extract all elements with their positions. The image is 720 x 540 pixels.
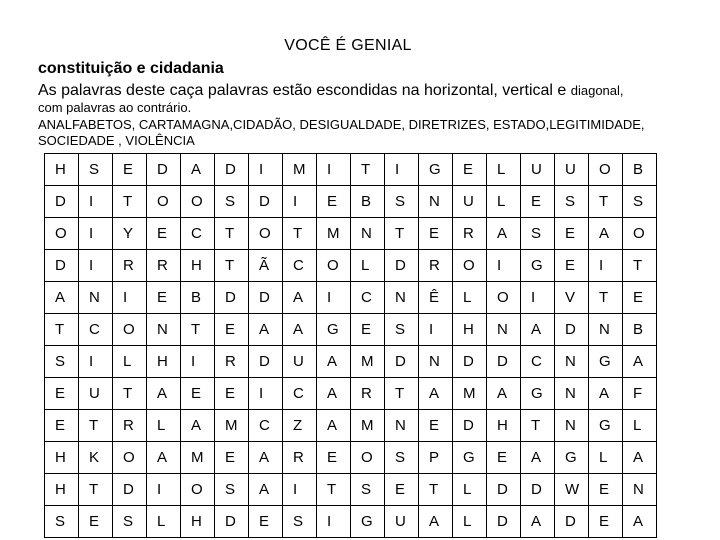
subtitle: constituição e cidadania [38, 60, 224, 77]
grid-cell[interactable]: H [45, 154, 79, 186]
grid-cell[interactable]: I [79, 250, 113, 282]
grid-cell[interactable]: O [351, 442, 385, 474]
grid-cell[interactable]: L [147, 506, 181, 538]
grid-row [45, 250, 657, 282]
grid-cell[interactable]: C [521, 346, 555, 378]
grid-cell[interactable]: N [385, 410, 419, 442]
grid-cell[interactable]: A [487, 378, 521, 410]
grid-row [45, 346, 657, 378]
grid-cell[interactable]: H [147, 346, 181, 378]
grid-cell[interactable]: S [283, 506, 317, 538]
grid-cell[interactable]: O [589, 154, 623, 186]
grid-cell[interactable]: E [181, 378, 215, 410]
grid-cell[interactable]: E [623, 282, 657, 314]
grid-cell[interactable]: U [453, 186, 487, 218]
grid-row [45, 314, 657, 346]
grid-cell[interactable]: O [147, 186, 181, 218]
grid-cell[interactable]: E [385, 474, 419, 506]
grid-cell[interactable]: N [351, 218, 385, 250]
grid-cell[interactable]: D [453, 346, 487, 378]
word-search-grid [44, 153, 657, 538]
grid-cell[interactable]: T [45, 314, 79, 346]
grid-cell[interactable]: G [589, 346, 623, 378]
grid-cell[interactable]: Y [113, 218, 147, 250]
grid-cell[interactable]: G [521, 378, 555, 410]
grid-cell[interactable]: G [555, 442, 589, 474]
grid-cell[interactable]: E [487, 442, 521, 474]
grid-cell[interactable]: U [283, 346, 317, 378]
grid-cell[interactable]: R [215, 346, 249, 378]
grid-cell[interactable]: I [79, 218, 113, 250]
grid-cell[interactable]: A [419, 506, 453, 538]
grid-cell[interactable]: A [419, 378, 453, 410]
grid-cell[interactable]: A [623, 442, 657, 474]
grid-row [45, 442, 657, 474]
grid-row [45, 282, 657, 314]
grid-cell[interactable]: D [147, 154, 181, 186]
grid-cell[interactable]: D [45, 250, 79, 282]
grid-cell[interactable]: O [181, 186, 215, 218]
grid-cell[interactable]: S [113, 506, 147, 538]
grid-cell[interactable]: D [385, 250, 419, 282]
grid-cell[interactable]: H [45, 474, 79, 506]
grid-cell[interactable]: T [385, 218, 419, 250]
grid-cell[interactable]: A [317, 410, 351, 442]
grid-row [45, 410, 657, 442]
grid-cell[interactable]: A [45, 282, 79, 314]
grid-cell[interactable]: E [215, 378, 249, 410]
grid-cell[interactable]: E [453, 154, 487, 186]
grid-cell[interactable]: C [283, 378, 317, 410]
grid-cell[interactable]: T [623, 250, 657, 282]
grid-cell[interactable]: N [555, 346, 589, 378]
grid-cell[interactable]: M [181, 442, 215, 474]
grid-cell[interactable]: T [79, 474, 113, 506]
grid-cell[interactable]: R [113, 410, 147, 442]
grid-cell[interactable]: M [317, 218, 351, 250]
grid-cell[interactable]: Ã [249, 250, 283, 282]
grid-cell[interactable]: E [249, 506, 283, 538]
grid-row [45, 378, 657, 410]
grid-cell[interactable]: H [45, 442, 79, 474]
grid-cell[interactable]: T [589, 186, 623, 218]
grid-cell[interactable]: G [419, 154, 453, 186]
grid-cell[interactable]: E [419, 410, 453, 442]
grid-cell[interactable]: I [249, 154, 283, 186]
grid-cell[interactable]: A [317, 378, 351, 410]
page-title-text: VOCÊ É GENIAL [284, 37, 412, 54]
grid-cell[interactable]: T [113, 186, 147, 218]
grid-cell[interactable]: A [623, 506, 657, 538]
grid-cell[interactable]: N [419, 186, 453, 218]
instruction-line [38, 82, 624, 100]
grid-cell[interactable]: N [147, 314, 181, 346]
grid-cell[interactable]: B [623, 154, 657, 186]
grid-cell[interactable]: C [351, 282, 385, 314]
grid-cell[interactable]: S [385, 442, 419, 474]
grid-cell[interactable]: A [521, 506, 555, 538]
grid-cell[interactable]: F [623, 378, 657, 410]
grid-cell[interactable]: S [215, 186, 249, 218]
grid-cell[interactable]: S [555, 186, 589, 218]
grid-cell[interactable]: E [215, 314, 249, 346]
grid-cell[interactable]: H [453, 314, 487, 346]
grid-cell[interactable]: N [623, 474, 657, 506]
grid-cell[interactable]: B [623, 314, 657, 346]
grid-cell[interactable]: A [317, 346, 351, 378]
grid-cell[interactable]: A [589, 218, 623, 250]
grid-cell[interactable]: S [215, 474, 249, 506]
grid-cell[interactable]: T [351, 154, 385, 186]
grid-cell[interactable]: I [317, 506, 351, 538]
grid-cell[interactable]: I [385, 154, 419, 186]
grid-cell[interactable]: O [249, 218, 283, 250]
grid-cell[interactable]: I [317, 154, 351, 186]
grid-cell[interactable]: M [351, 346, 385, 378]
grid-cell[interactable]: P [419, 442, 453, 474]
grid-row [45, 474, 657, 506]
grid-cell[interactable]: Ê [419, 282, 453, 314]
grid-cell[interactable]: G [453, 442, 487, 474]
grid-cell[interactable]: A [249, 314, 283, 346]
grid-cell[interactable]: A [521, 442, 555, 474]
grid-cell[interactable]: A [487, 218, 521, 250]
grid-cell[interactable]: L [623, 410, 657, 442]
grid-cell[interactable]: I [521, 282, 555, 314]
grid-cell[interactable]: V [555, 282, 589, 314]
instruction-line2: com palavras ao contrário. [38, 100, 192, 115]
grid-cell[interactable]: R [283, 442, 317, 474]
grid-cell[interactable]: D [487, 474, 521, 506]
grid-cell[interactable]: D [555, 314, 589, 346]
grid-cell[interactable]: A [283, 314, 317, 346]
grid-cell[interactable]: I [317, 282, 351, 314]
grid-cell[interactable]: E [147, 282, 181, 314]
grid-cell[interactable]: D [453, 410, 487, 442]
grid-cell[interactable]: S [45, 346, 79, 378]
grid-cell[interactable]: E [45, 378, 79, 410]
grid-cell[interactable]: M [215, 410, 249, 442]
grid-cell[interactable]: C [283, 250, 317, 282]
grid-cell[interactable]: T [215, 250, 249, 282]
instruction-tail: diagonal, [570, 83, 624, 98]
grid-cell[interactable]: I [487, 250, 521, 282]
grid-cell[interactable]: D [487, 346, 521, 378]
grid-cell[interactable]: L [453, 282, 487, 314]
grid-cell[interactable]: O [113, 314, 147, 346]
grid-cell[interactable]: G [351, 506, 385, 538]
grid-cell[interactable]: I [419, 314, 453, 346]
grid-cell[interactable]: R [419, 250, 453, 282]
grid-cell[interactable]: E [351, 314, 385, 346]
grid-row [45, 506, 657, 538]
grid-cell[interactable]: I [79, 346, 113, 378]
grid-body [45, 154, 657, 538]
grid-cell[interactable]: E [419, 218, 453, 250]
grid-cell[interactable]: D [215, 506, 249, 538]
grid-cell[interactable]: I [249, 378, 283, 410]
grid-cell[interactable]: D [249, 346, 283, 378]
page-title [0, 37, 720, 55]
grid-cell[interactable]: I [283, 186, 317, 218]
instruction-main: As palavras deste caça palavras estão escondidas na horizontal, vertical e [38, 82, 567, 99]
grid-cell[interactable]: D [215, 282, 249, 314]
grid-cell[interactable]: N [555, 378, 589, 410]
grid-cell[interactable]: C [79, 314, 113, 346]
grid-cell[interactable]: E [79, 506, 113, 538]
grid-cell[interactable]: S [45, 506, 79, 538]
grid-cell[interactable]: B [351, 186, 385, 218]
grid-cell[interactable]: E [147, 218, 181, 250]
grid-row [45, 218, 657, 250]
grid-cell[interactable]: T [113, 378, 147, 410]
grid-cell[interactable]: T [521, 410, 555, 442]
grid-cell[interactable]: A [147, 378, 181, 410]
grid-cell[interactable]: A [589, 378, 623, 410]
grid-cell[interactable]: T [181, 314, 215, 346]
grid-cell[interactable]: O [113, 442, 147, 474]
grid-cell[interactable]: N [555, 410, 589, 442]
grid-cell[interactable]: D [113, 474, 147, 506]
grid-cell[interactable]: H [487, 410, 521, 442]
grid-cell[interactable]: S [623, 186, 657, 218]
grid-cell[interactable]: E [215, 442, 249, 474]
grid-cell[interactable]: S [385, 314, 419, 346]
grid-cell[interactable]: O [45, 218, 79, 250]
grid-row [45, 154, 657, 186]
grid-cell[interactable]: I [283, 474, 317, 506]
grid-cell[interactable]: T [419, 474, 453, 506]
grid-cell[interactable]: E [45, 410, 79, 442]
grid-cell[interactable]: T [79, 410, 113, 442]
grid-cell[interactable]: A [181, 154, 215, 186]
grid-cell[interactable]: L [147, 410, 181, 442]
grid-cell[interactable]: U [555, 154, 589, 186]
grid-cell[interactable]: T [215, 218, 249, 250]
grid-cell[interactable]: U [79, 378, 113, 410]
grid-cell[interactable]: A [623, 346, 657, 378]
grid-cell[interactable]: A [249, 474, 283, 506]
grid-cell[interactable]: W [555, 474, 589, 506]
grid-cell[interactable]: A [521, 314, 555, 346]
grid-cell[interactable]: N [589, 314, 623, 346]
grid-cell[interactable]: R [147, 250, 181, 282]
grid-cell[interactable]: O [181, 474, 215, 506]
grid-cell[interactable]: E [555, 250, 589, 282]
grid-cell[interactable]: M [351, 410, 385, 442]
grid-cell[interactable]: B [181, 282, 215, 314]
grid-cell[interactable]: K [79, 442, 113, 474]
grid-cell[interactable]: O [487, 282, 521, 314]
grid-cell[interactable]: G [317, 314, 351, 346]
grid-cell[interactable]: I [147, 474, 181, 506]
grid-cell[interactable]: D [487, 506, 521, 538]
grid-cell[interactable]: G [521, 250, 555, 282]
grid-cell[interactable]: T [385, 378, 419, 410]
grid-cell[interactable]: R [453, 218, 487, 250]
grid-cell[interactable]: D [45, 186, 79, 218]
grid-cell[interactable]: L [351, 250, 385, 282]
grid-cell[interactable]: E [317, 186, 351, 218]
grid-cell[interactable]: D [215, 154, 249, 186]
grid-cell[interactable]: C [181, 218, 215, 250]
grid-cell[interactable]: A [249, 442, 283, 474]
grid-cell[interactable]: N [79, 282, 113, 314]
grid-cell[interactable]: A [147, 442, 181, 474]
grid-cell[interactable]: S [351, 474, 385, 506]
grid-cell[interactable]: D [555, 506, 589, 538]
grid-cell[interactable]: E [521, 186, 555, 218]
grid-cell[interactable]: I [181, 346, 215, 378]
grid-row [45, 186, 657, 218]
grid-cell[interactable]: C [249, 410, 283, 442]
grid-cell[interactable]: D [385, 346, 419, 378]
grid-cell[interactable]: D [521, 474, 555, 506]
grid-cell[interactable]: L [113, 346, 147, 378]
grid-cell[interactable]: M [453, 378, 487, 410]
grid-cell[interactable]: A [283, 282, 317, 314]
grid-cell[interactable]: Z [283, 410, 317, 442]
grid-cell[interactable]: T [589, 282, 623, 314]
grid-cell[interactable]: E [555, 218, 589, 250]
word-list: ANALFABETOS, CARTAMAGNA,CIDADÃO, DESIGUALDADE, DIRETRIZES, ESTADO,LEGITIMIDADE, SOCIEDADE , VIOLÊNCIA [38, 117, 645, 148]
grid-cell[interactable]: E [113, 154, 147, 186]
grid-cell[interactable]: L [487, 154, 521, 186]
grid-cell[interactable]: O [453, 250, 487, 282]
grid-cell[interactable]: T [283, 218, 317, 250]
grid-cell[interactable]: E [589, 506, 623, 538]
grid-cell[interactable]: D [249, 282, 283, 314]
grid-cell[interactable]: M [283, 154, 317, 186]
grid-cell[interactable]: O [317, 250, 351, 282]
grid-cell[interactable]: N [419, 346, 453, 378]
grid-cell[interactable]: I [113, 282, 147, 314]
grid-cell[interactable]: H [181, 250, 215, 282]
grid-cell[interactable]: L [589, 442, 623, 474]
grid-cell[interactable]: E [589, 474, 623, 506]
grid-cell[interactable]: R [351, 378, 385, 410]
grid-cell[interactable]: G [589, 410, 623, 442]
grid-cell[interactable]: L [487, 186, 521, 218]
grid-cell[interactable]: N [385, 282, 419, 314]
grid-cell[interactable]: L [453, 474, 487, 506]
grid-cell[interactable]: S [79, 154, 113, 186]
grid-cell[interactable]: O [623, 218, 657, 250]
grid-cell[interactable]: R [113, 250, 147, 282]
grid-cell[interactable]: I [79, 186, 113, 218]
grid-cell[interactable]: S [385, 186, 419, 218]
grid-cell[interactable]: U [521, 154, 555, 186]
grid-cell[interactable]: L [453, 506, 487, 538]
grid-cell[interactable]: I [589, 250, 623, 282]
grid-cell[interactable]: A [181, 410, 215, 442]
grid-cell[interactable]: D [249, 186, 283, 218]
grid-cell[interactable]: N [487, 314, 521, 346]
grid-cell[interactable]: U [385, 506, 419, 538]
grid-cell[interactable]: T [317, 474, 351, 506]
grid-cell[interactable]: E [317, 442, 351, 474]
grid-cell[interactable]: S [521, 218, 555, 250]
grid-cell[interactable]: H [181, 506, 215, 538]
